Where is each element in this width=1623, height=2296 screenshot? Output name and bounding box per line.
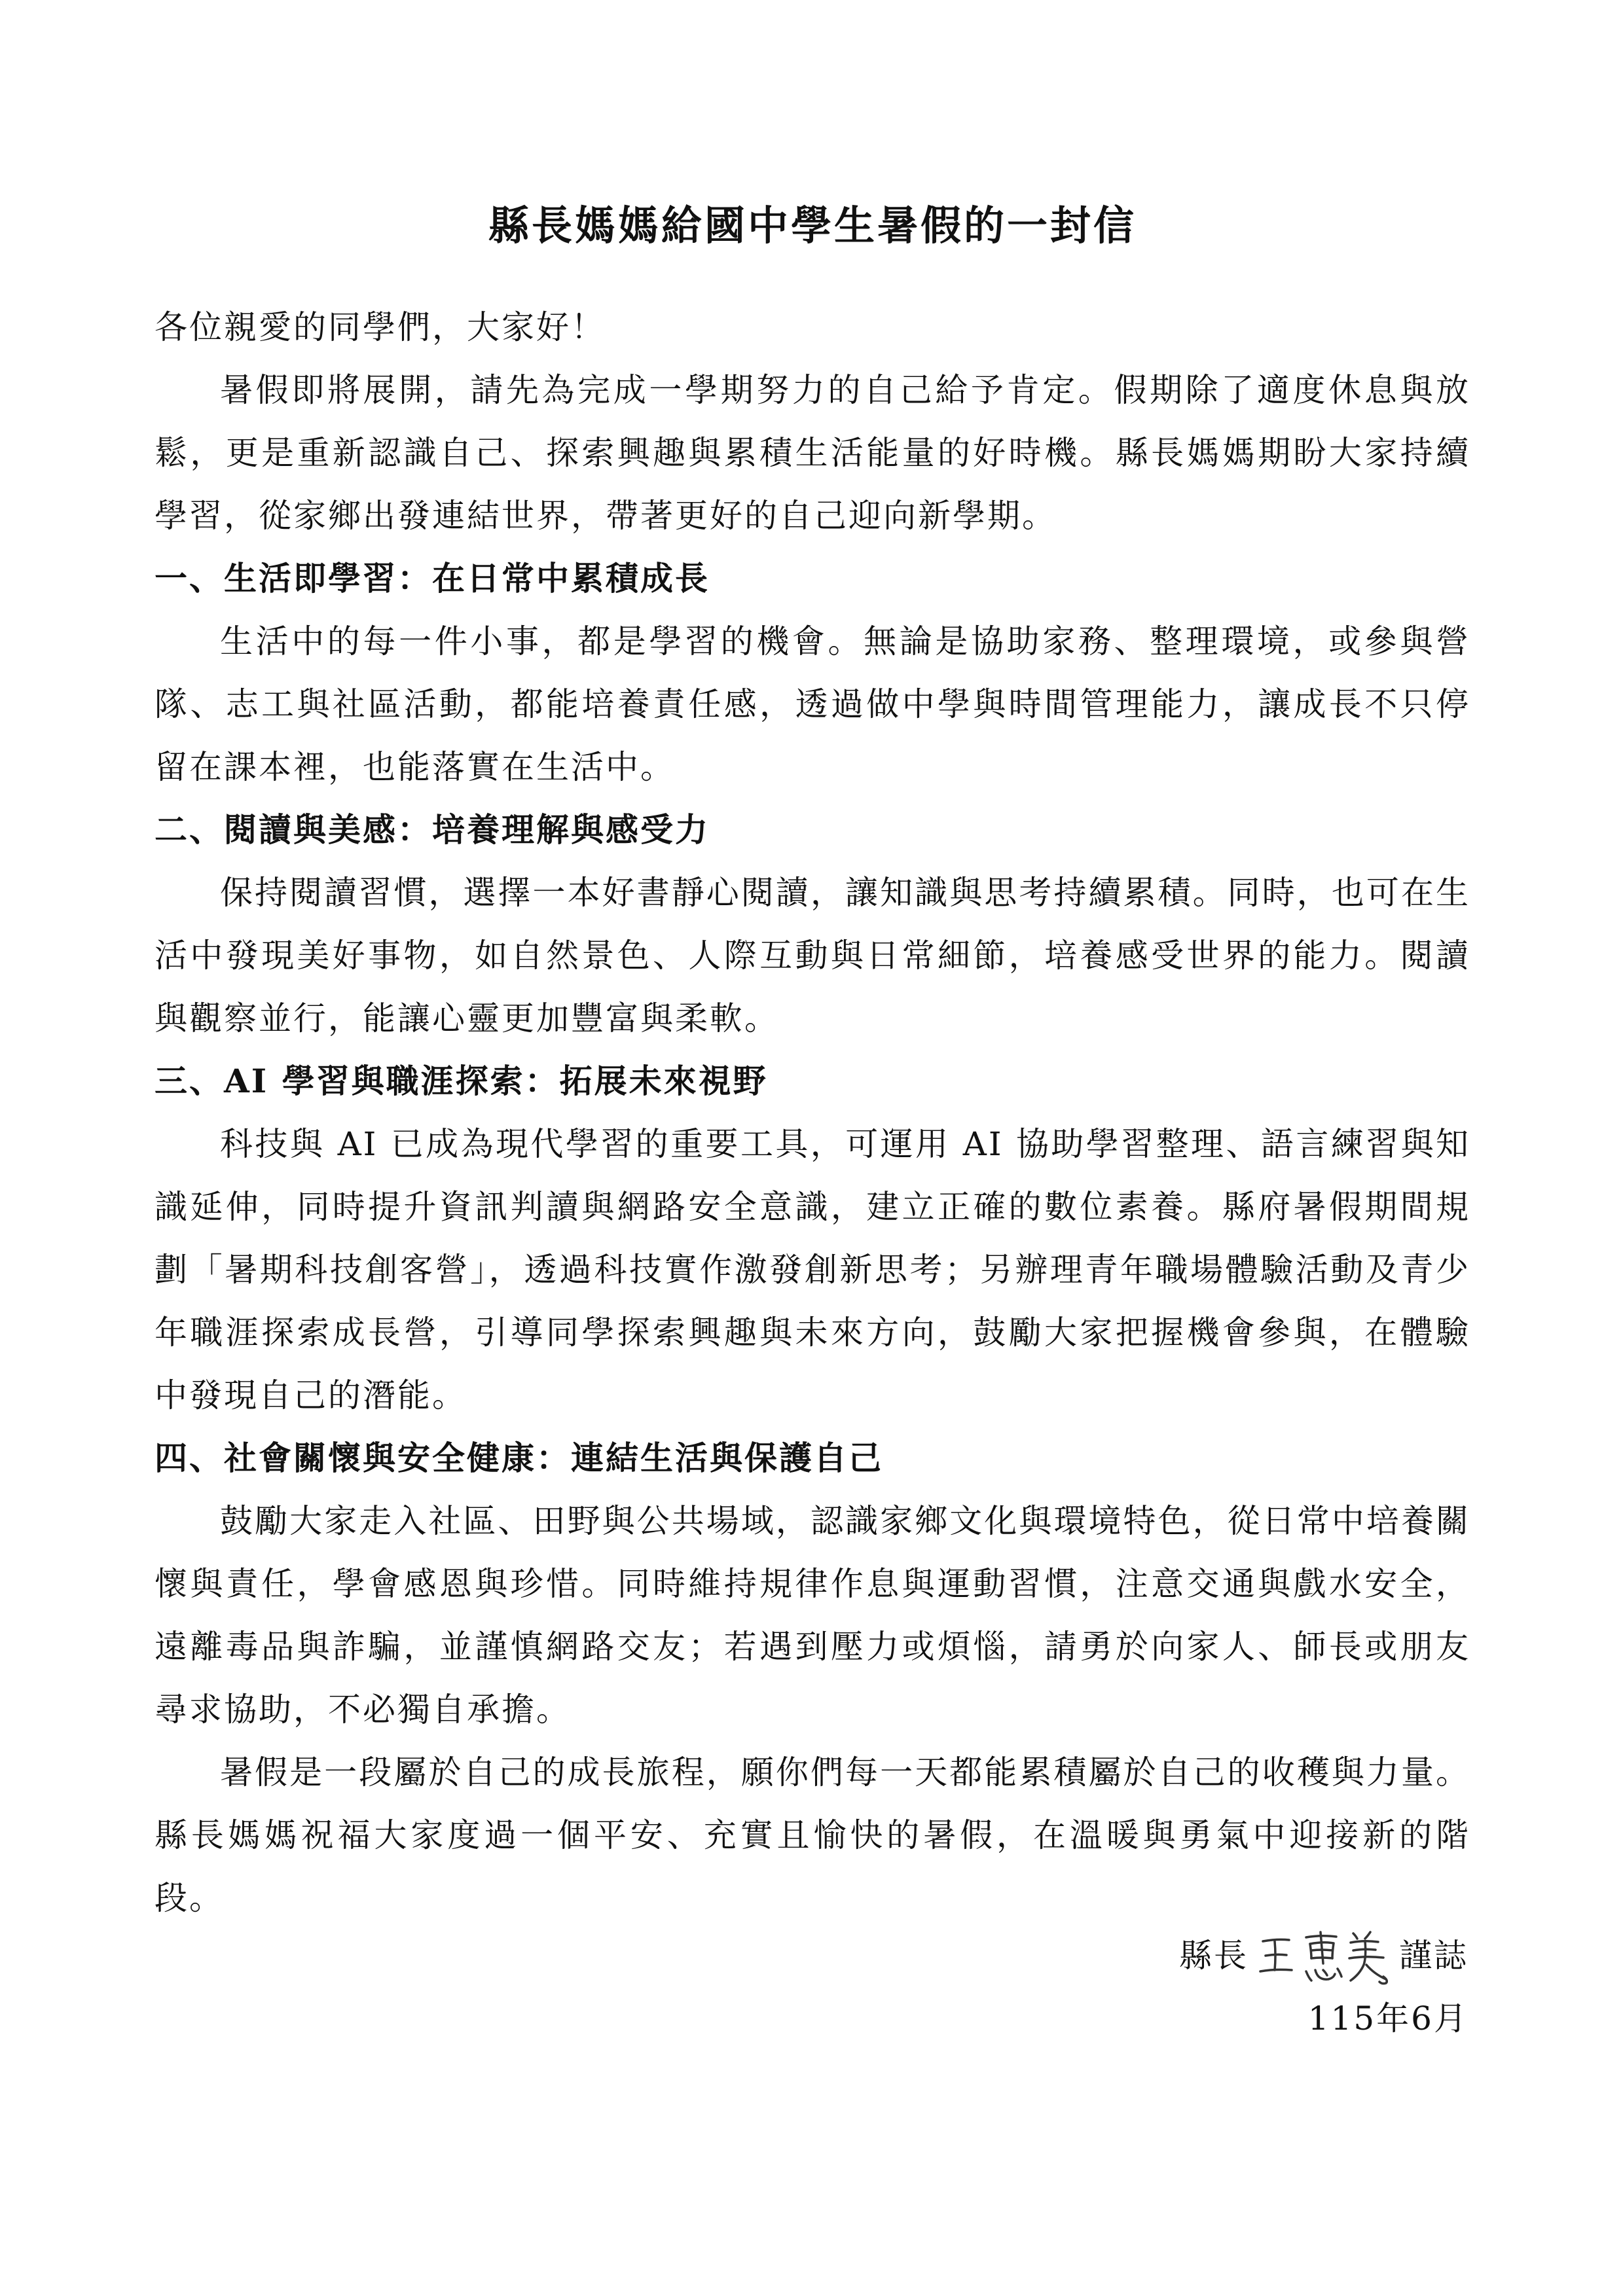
section-heading: 三、AI 學習與職涯探索：拓展未來視野 [155,1062,768,1100]
closing-paragraph: 暑假是一段屬於自己的成長旅程，願你們每一天都能累積屬於自己的收穫與力量。縣長媽媽祝福大家度過一個平安、充實且愉快的暑假，在溫暖與勇氣中迎接新的階段。 [155,1753,1470,1917]
intro-paragraph: 暑假即將展開，請先為完成一學期努力的自己給予肯定。假期除了適度休息與放鬆，更是重新認識自己、探索興趣與累積生活能量的好時機。縣長媽媽期盼大家持續學習，從家鄉出發連結世界，帶著更好的自己迎向新學期。 [155,371,1470,535]
signoff-suffix: 謹誌 [1399,1937,1468,1975]
signoff-line [1179,1924,1468,1987]
signature-icon [1255,1924,1393,1987]
section-heading: 四、社會關懷與安全健康：連結生活與保護自己 [155,1439,883,1477]
greeting: 各位親愛的同學們，大家好！ [155,308,606,346]
section-3 [155,1050,1470,1427]
section-heading: 一、生活即學習：在日常中累積成長 [155,559,710,598]
section-body: 保持閱讀習慣，選擇一本好書靜心閱讀，讓知識與思考持續累積。同時，也可在生活中發現美好事物，如自然景色、人際互動與日常細節，培養感受世界的能力。閱讀與觀察並行，能讓心靈更加豐富與柔軟。 [155,874,1470,1037]
section-body: 生活中的每一件小事，都是學習的機會。無論是協助家務、整理環境，或參與營隊、志工與社區活動，都能培養責任感，透過做中學與時間管理能力，讓成長不只停留在課本裡，也能落實在生活中。 [155,622,1470,786]
section-2 [155,798,1470,1050]
letter-content [155,196,1470,1929]
section-4 [155,1427,1470,1741]
section-heading: 二、閱讀與美感：培養理解與感受力 [155,810,710,849]
section-body: 鼓勵大家走入社區、田野與公共場域，認識家鄉文化與環境特色，從日常中培養關懷與責任，學會感恩與珍惜。同時維持規律作息與運動習慣，注意交通與戲水安全，遠離毒品與詐騙，並謹慎網路交友；若遇到壓力或煩惱，請勇於向家人、師長或朋友尋求協助，不必獨自承擔。 [155,1502,1470,1729]
signoff-title: 縣長 [1179,1937,1249,1975]
letter-title: 縣長媽媽給國中學生暑假的一封信 [488,202,1137,249]
section-1 [155,547,1470,798]
letter-date: 115年6月 [1307,2000,1468,2037]
section-body: 科技與 AI 已成為現代學習的重要工具，可運用 AI 協助學習整理、語言練習與知識延伸，同時提升資訊判讀與網路安全意識，建立正確的數位素養。縣府暑假期間規劃「暑期科技創客營」，透過科技實作激發創新思考；另辦理青年職場體驗活動及青少年職涯探索成長營，引導同學探索興趣與未來方向，鼓勵大家把握機會參與，在體驗中發現自己的潛能。 [155,1125,1470,1414]
signoff-block [1179,1924,1468,2050]
